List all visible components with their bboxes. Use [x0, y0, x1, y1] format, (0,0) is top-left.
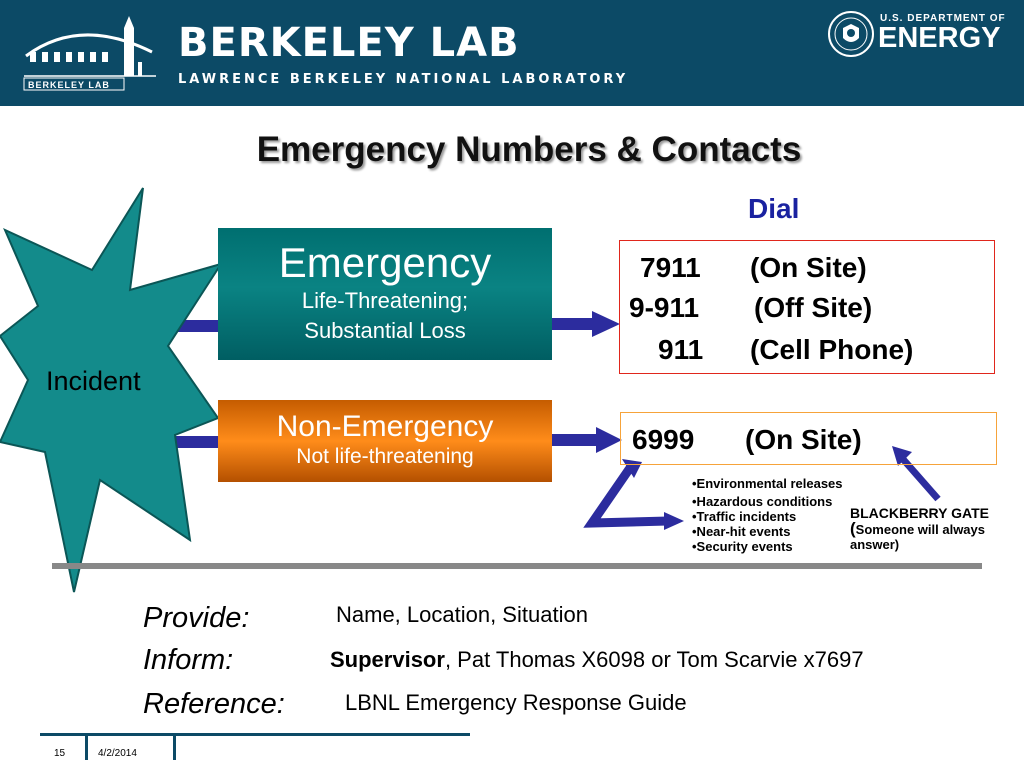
reference-value: LBNL Emergency Response Guide	[345, 690, 687, 715]
non-emergency-desc: Not life-threatening	[296, 445, 474, 468]
arrow-icon	[552, 311, 620, 337]
dial-number-cell: 911	[658, 334, 704, 365]
emergency-box	[218, 228, 552, 360]
reference-label: Reference:	[143, 688, 285, 720]
provide-label: Provide:	[143, 602, 250, 634]
list-item: •Environmental releases	[692, 476, 843, 491]
list-item: •Security events	[692, 539, 793, 554]
list-item: •Near-hit events	[692, 524, 791, 539]
incident-label: Incident	[46, 366, 141, 396]
gate-note-body: Someone will always answer)	[850, 522, 985, 552]
non-emergency-heading: Non-Emergency	[276, 410, 494, 443]
inform-contacts: , Pat Thomas X6098 or Tom Scarvie x7697	[444, 647, 864, 672]
lab-subtitle: LAWRENCE BERKELEY NATIONAL LABORATORY	[178, 72, 629, 87]
lab-title: BERKELEY LAB	[178, 20, 520, 66]
provide-value: Name, Location, Situation	[336, 602, 588, 627]
dial-number-non-emergency: 6999	[632, 424, 695, 455]
dial-location-offsite: (Off Site)	[754, 292, 873, 323]
non-emergency-box	[218, 400, 552, 482]
svg-text:BERKELEY LAB: BERKELEY LAB	[28, 80, 110, 90]
slide-date: 4/2/2014	[98, 748, 137, 759]
doe-energy-label: ENERGY	[878, 22, 1001, 54]
dial-location-cell: (Cell Phone)	[750, 334, 914, 365]
section-divider	[52, 563, 982, 569]
gate-note-paren: (	[850, 519, 856, 538]
arrow-icon	[552, 427, 622, 453]
slide-title: Emergency Numbers & Contacts	[256, 130, 802, 169]
emergency-heading: Emergency	[278, 239, 492, 286]
inform-value	[330, 647, 864, 673]
emergency-desc-line1: Life-Threatening;	[301, 288, 469, 313]
list-item: •Traffic incidents	[692, 509, 797, 524]
emergency-desc-line2: Substantial Loss	[304, 318, 466, 343]
list-item: •Hazardous conditions	[692, 494, 833, 509]
arrow-icon	[592, 465, 668, 523]
page-number: 15	[54, 748, 66, 759]
arrow-icon	[664, 512, 684, 530]
footer-rule	[40, 733, 470, 736]
dial-location-non-emergency: (On Site)	[745, 424, 862, 455]
gate-note-title: BLACKBERRY GATE	[850, 505, 989, 521]
gate-note-text	[850, 521, 1020, 552]
dial-number-onsite: 7911	[640, 252, 701, 283]
blackberry-gate-note	[850, 506, 1020, 552]
footer-divider	[173, 736, 176, 760]
footer-divider	[85, 736, 88, 760]
inform-supervisor: Supervisor	[330, 647, 445, 672]
dial-label: Dial	[748, 193, 800, 224]
doe-department-label: U.S. DEPARTMENT OF	[880, 13, 1006, 24]
dial-location-onsite: (On Site)	[750, 252, 867, 283]
report-items-list	[692, 476, 843, 554]
inform-label: Inform:	[143, 644, 234, 676]
dial-number-offsite: 9-911	[629, 292, 700, 323]
